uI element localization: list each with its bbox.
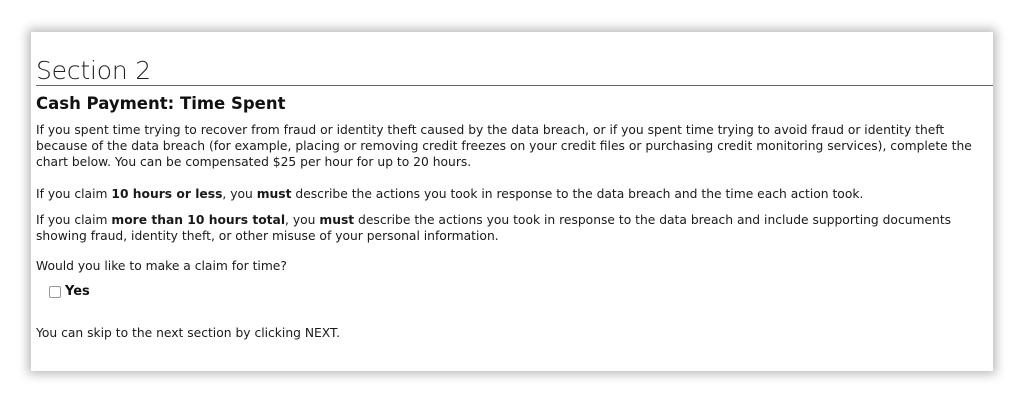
claim-question: Would you like to make a claim for time? (36, 259, 287, 273)
claim-yes-option[interactable] (49, 284, 90, 300)
section-title: Section 2 (36, 56, 151, 85)
section-divider (36, 85, 993, 86)
rule-emphasis-hours: more than 10 hours total (111, 213, 286, 227)
rule-text: describe the actions you took in response to the data breach and include supporting documents showing fraud, identity theft, or other misuse of your personal information. (36, 213, 952, 243)
skip-note: You can skip to the next section by clicking NEXT. (36, 326, 340, 340)
rule-text: If you claim (36, 213, 112, 227)
rule-10-hours-or-less (36, 186, 985, 202)
rule-text: , you (222, 187, 257, 201)
claim-yes-checkbox[interactable] (49, 286, 61, 298)
intro-paragraph: If you spent time trying to recover from fraud or identity theft caused by the data breach, or if you spent time trying to avoid fraud or identity theft because of the data breach (for example, placing or removing credit freezes on your credit files or purchasing credit monitoring services), complete the chart below. You can be compensated $25 per hour for up to 20 hours. (36, 123, 972, 169)
claim-yes-label[interactable]: Yes (65, 284, 90, 299)
section-subtitle: Cash Payment: Time Spent (36, 94, 286, 113)
rule-more-than-10-hours (36, 212, 985, 244)
rule-emphasis-hours: 10 hours or less (111, 187, 223, 201)
rule-emphasis-must: must (319, 213, 355, 227)
rule-text: , you (285, 213, 320, 227)
rule-text: describe the actions you took in response to the data breach and the time each action took. (291, 187, 864, 201)
rule-text: If you claim (36, 187, 112, 201)
rule-emphasis-must: must (256, 187, 292, 201)
form-card (31, 32, 993, 371)
